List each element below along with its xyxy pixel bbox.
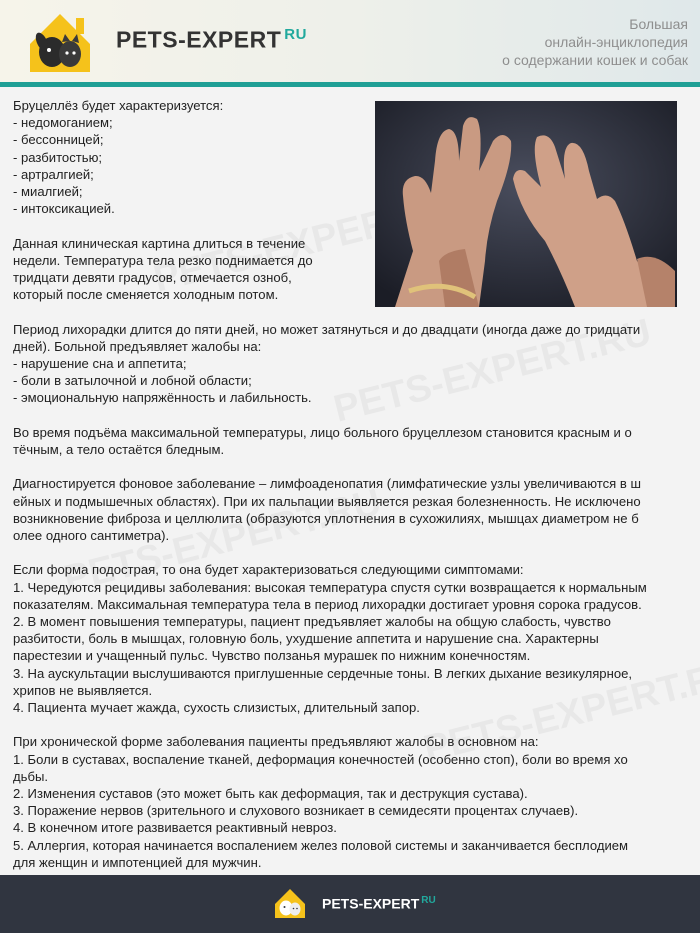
list-item: для женщин и импотенцией для мужчин. <box>13 854 262 870</box>
list-item: - недомоганием; <box>13 115 113 131</box>
site-footer <box>0 875 700 933</box>
paragraph: При хронической форме заболевания пациенты предъявляют жалобы в основном на: 1. Боли в суставах, воспаление тканей, деформация конечностей (особенно стоп), боли во время хо дьбы. 2. Изменения суставов (это может быть как деформация, так и деструкция сустава). 3. Поражение нервов (зрительного и слухового возникает в семидесяти процентах случаев). 4. В конечном итоге развивается реактивный невроз. 5. Аллергия, которая начинается воспалением желез половой системы и заканчивается бесплодием для женщин и импотенцией для мужчин. <box>13 733 689 871</box>
list-item: дьбы. <box>13 768 49 784</box>
list-item: 1. Чередуются рецидивы заболевания: высокая температура спустя сутки возвращается к нормальным <box>13 579 647 595</box>
list-item: - интоксикацией. <box>13 201 115 217</box>
header-accent-line <box>0 82 700 87</box>
list-item: 2. В момент повышения температуры, пациент предъявляет жалобы на общую слабость, чувство <box>13 614 611 630</box>
list-item: - бессонницей; <box>13 132 104 148</box>
list-item: 5. Аллергия, которая начинается воспалением желез половой системы и заканчивается бесплодием <box>13 837 629 853</box>
list-item: показателям. Максимальная температура тела в период лихорадки достигает уровня сорока градусов. <box>13 596 642 612</box>
list-item: - разбитостью; <box>13 149 103 165</box>
article-content <box>13 97 689 888</box>
list-item: 2. Изменения суставов (это может быть как деформация, так и деструкция сустава). <box>13 786 528 802</box>
list-item: разбитости, боль в мышцах, головную боль, ухудшение аппетита и нарушение сна. Характерны <box>13 631 599 647</box>
list-item: 4. В конечном итоге развивается реактивный невроз. <box>13 820 337 836</box>
paragraph: Диагностируется фоновое заболевание – лимфоаденопатия (лимфатические узлы увеличиваются в ш ейных и подмышечных областях). При их пальпации выявляется резкая болезненность. Не исключено возникновение фиброза и целлюлита (образуются уплотнения в сухожилиях, мышцах диаметром не б олее одного сантиметра). <box>13 476 641 544</box>
list-item: 3. Поражение нервов (зрительного и слухового возникает в семидесяти процентах случаев). <box>13 803 579 819</box>
pets-logo-icon[interactable] <box>270 885 310 921</box>
list-item: - артралгией; <box>13 166 94 182</box>
paragraph: Период лихорадки длится до пяти дней, но может затянуться и до двадцати (иногда даже до тридцати дней). Больной предъявляет жалобы на: - нарушение сна и аппетита; - боли в затылочной и лобной области; - эмоциональную напряжённость и лабильность. <box>13 321 689 407</box>
paragraph: Во время подъёма максимальной температуры, лицо больного бруцеллезом становится красным и о тёчным, а тело остаётся бледным. <box>13 424 632 458</box>
article-photo-hands <box>375 101 677 307</box>
list-item: - миалгией; <box>13 184 83 200</box>
site-header <box>0 0 700 82</box>
site-logo-text[interactable]: PETS-EXPERT $^{RU}$ <box>116 26 307 53</box>
list-item: парестезии и учащенный пульс. Чувство ползанья мурашек по нижним конечностям. <box>13 648 531 664</box>
list-item: хрипов не выявляется. <box>13 682 153 698</box>
list-item: - нарушение сна и аппетита; <box>13 356 187 372</box>
pets-logo-icon[interactable] <box>20 8 100 76</box>
symptoms-intro: Бруцеллёз будет характеризуется: <box>13 98 224 113</box>
list-item: 4. Пациента мучает жажда, сухость слизистых, длительный запор. <box>13 700 420 716</box>
site-tagline: Большая онлайн-энциклопедия о содержании кошек и собак <box>502 16 688 68</box>
list-item: 3. На аускультации выслушиваются приглушенные сердечные тоны. В легких дыхание везикулярное, <box>13 665 633 681</box>
list-item: 1. Боли в суставах, воспаление тканей, деформация конечностей (особенно стоп), боли во время хо <box>13 751 628 767</box>
hands-image <box>375 101 677 307</box>
paragraph: Данная клиническая картина длиться в течение недели. Температура тела резко поднимается до тридцати девяти градусов, отмечается озноб, который после сменяется холодным потом. <box>13 235 313 303</box>
footer-logo-text[interactable]: PETS-EXPERT $^{RU}$ <box>322 895 436 912</box>
list-item: - боли в затылочной и лобной области; <box>13 373 252 389</box>
list-item: - эмоциональную напряжённость и лабильность. <box>13 390 312 406</box>
paragraph: Если форма подострая, то она будет характеризоваться следующими симптомами: 1. Чередуются рецидивы заболевания: высокая температура спустя сутки возвращается к нормальным показателям. Максимальная температура тела в период лихорадки достигает уровня сорока градусов. 2. В момент повышения температуры, пациент предъявляет жалобы на общую слабость, чувство разбитости, боль в мышцах, головную боль, ухудшение аппетита и нарушение сна. Характерны парестезии и учащенный пульс. Чувство ползанья мурашек по нижним конечностям. 3. На аускультации выслушиваются приглушенные сердечные тоны. В легких дыхание везикулярное, хрипов не выявляется. 4. Пациента мучает жажда, сухость слизистых, длительный запор. <box>13 561 689 716</box>
